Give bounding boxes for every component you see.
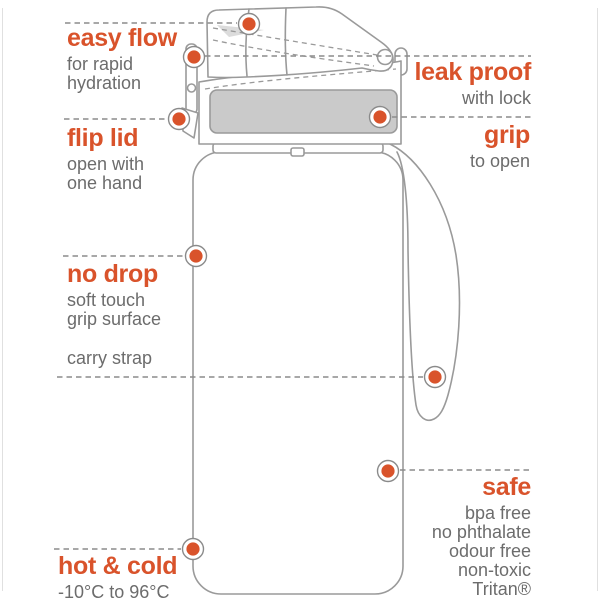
callout-safe — [432, 474, 531, 599]
collar-notch — [291, 148, 304, 156]
grip-sub-1: to open — [469, 151, 530, 171]
easy-flow-title: easy flow — [67, 24, 177, 52]
grip-band — [210, 90, 397, 133]
flip-lid — [207, 7, 393, 78]
flip-lid-dot — [169, 109, 190, 130]
hot-cold-title: hot & cold — [58, 552, 178, 580]
hot-cold-sub-1: -10°C to 96°C — [58, 582, 170, 600]
hinge-pin — [378, 50, 393, 65]
flip-lid-title: flip lid — [67, 124, 139, 152]
latch-pin — [188, 84, 196, 92]
flip-lid-sub-2: one hand — [67, 173, 143, 193]
no-drop-sub-2: grip surface — [67, 309, 162, 329]
carry-strap-label: carry strap — [67, 348, 153, 368]
callout-easy-flow — [67, 25, 177, 93]
safe-sub-2: no phthalate — [431, 522, 531, 542]
safe-sub-3: odour free — [448, 541, 531, 561]
safe-title: safe — [482, 473, 531, 501]
flip-lid-sub-1: open with — [67, 154, 145, 174]
callout-leak-proof — [415, 59, 531, 108]
easy-flow-sub-1: for rapid — [67, 54, 134, 74]
carry-strap-dot — [425, 367, 446, 388]
safe-sub-1: bpa free — [464, 503, 531, 523]
easy-flow-sub-2: hydration — [67, 73, 142, 93]
no-drop-sub-1: soft touch — [67, 290, 146, 310]
easy-flow-dot — [239, 14, 260, 35]
safe-sub-4: non-toxic — [457, 560, 531, 580]
grip-title: grip — [483, 121, 530, 149]
callout-no-drop — [67, 261, 161, 329]
safe-sub-5: Tritan® — [472, 579, 531, 599]
callout-flip-lid — [67, 125, 144, 193]
bottle-body — [193, 152, 403, 594]
hot-cold-dot — [183, 539, 204, 560]
leak-proof-sub-1: with lock — [461, 88, 531, 108]
callout-grip — [470, 122, 530, 171]
no-drop-dot — [186, 246, 207, 267]
leak-proof-dot — [184, 47, 205, 68]
grip-dot — [370, 107, 391, 128]
safe-dot — [378, 461, 399, 482]
callout-hot-cold — [58, 553, 177, 600]
callout-carry-strap — [67, 349, 152, 368]
leak-proof-title: leak proof — [414, 58, 531, 86]
no-drop-title: no drop — [67, 260, 158, 288]
